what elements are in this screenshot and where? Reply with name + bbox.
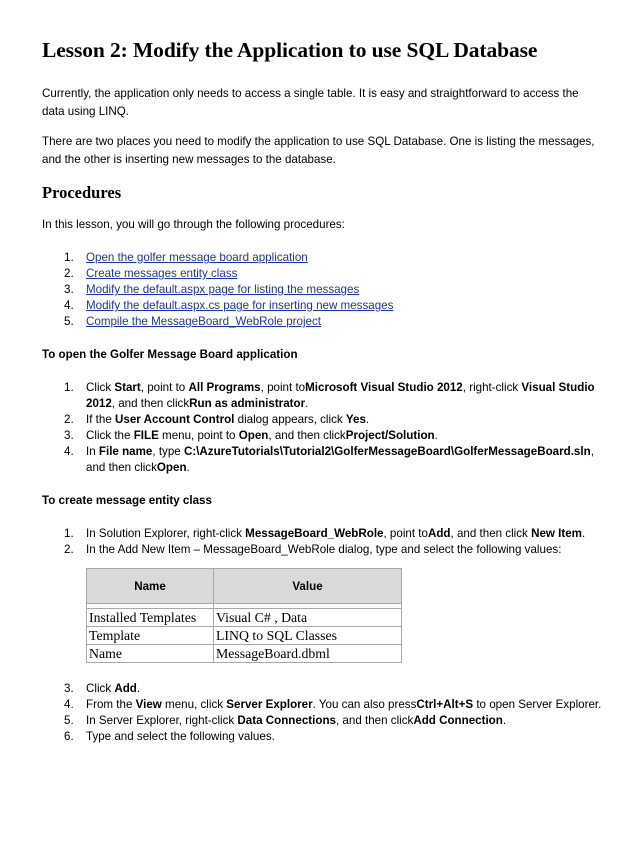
values-table xyxy=(86,568,402,663)
list-item: 5. Compile the MessageBoard_WebRole project xyxy=(64,315,322,328)
open-application-steps xyxy=(42,380,602,476)
table-row xyxy=(87,627,402,645)
table-cell-value: Visual C# , Data xyxy=(214,609,402,627)
table-cell-value: MessageBoard.dbml xyxy=(214,645,402,663)
procedures-heading: Procedures xyxy=(42,183,122,202)
table-row xyxy=(87,645,402,663)
intro-paragraph-1: Currently, the application only needs to access a single table. It is easy and straightforward to access the data using LINQ. xyxy=(42,87,579,118)
entity-class-heading: To create message entity class xyxy=(42,494,212,507)
intro-paragraph-2: There are two places you need to modify the application to use SQL Database. One is listing the messages, and the other is inserting new messages to the database. xyxy=(42,135,595,166)
column-header-value: Value xyxy=(214,569,402,604)
step-item: 1. Click Start, point to All Programs, point toMicrosoft Visual Studio 2012, right-click Visual Studio 2012, and then clickRun as administrator. xyxy=(64,381,595,410)
link-modify-default-aspx[interactable]: Modify the default.aspx page for listing the messages xyxy=(86,283,360,296)
step-item: 4. From the View menu, click Server Explorer. You can also pressCtrl+Alt+S to open Server Explorer. xyxy=(64,698,602,711)
procedure-links-list xyxy=(42,250,602,330)
link-open-application[interactable]: Open the golfer message board application xyxy=(86,251,308,264)
step-item: 3. Click the FILE menu, point to Open, and then clickProject/Solution. xyxy=(64,429,438,442)
column-header-name: Name xyxy=(87,569,214,604)
list-item: 3. Modify the default.aspx page for listing the messages xyxy=(64,283,360,296)
link-compile-project[interactable]: Compile the MessageBoard_WebRole project xyxy=(86,315,322,328)
step-item: 5. In Server Explorer, right-click Data Connections, and then clickAdd Connection. xyxy=(64,714,507,727)
link-modify-default-aspx-cs[interactable]: Modify the default.aspx.cs page for inserting new messages xyxy=(86,299,394,312)
table-cell-name: Installed Templates xyxy=(87,609,214,627)
step-item: 6. Type and select the following values. xyxy=(64,730,275,743)
link-create-entity-class[interactable]: Create messages entity class xyxy=(86,267,238,280)
step-item: 2. In the Add New Item – MessageBoard_WebRole dialog, type and select the following values: xyxy=(64,543,562,556)
step-item: 3. Click Add. xyxy=(64,682,141,695)
step-item: 1. In Solution Explorer, right-click MessageBoard_WebRole, point toAdd, and then click New Item. xyxy=(64,527,586,540)
step-item: 4. In File name, type C:\AzureTutorials\Tutorial2\GolferMessageBoard\GolferMessageBoard.sln, and then clickOpen. xyxy=(64,445,594,474)
table-cell-value: LINQ to SQL Classes xyxy=(214,627,402,645)
lesson-title: Lesson 2: Modify the Application to use SQL Database xyxy=(42,38,538,62)
list-item: 2. Create messages entity class xyxy=(64,267,238,280)
document-page xyxy=(42,38,602,755)
entity-class-steps-before xyxy=(42,526,602,558)
procedures-intro: In this lesson, you will go through the following procedures: xyxy=(42,218,345,231)
list-item: 4. Modify the default.aspx.cs page for inserting new messages xyxy=(64,299,394,312)
table-cell-name: Template xyxy=(87,627,214,645)
list-item: 1. Open the golfer message board application xyxy=(64,251,308,264)
table-row xyxy=(87,609,402,627)
table-header-row xyxy=(87,569,402,604)
step-item: 2. If the User Account Control dialog appears, click Yes. xyxy=(64,413,370,426)
open-application-heading: To open the Golfer Message Board application xyxy=(42,348,298,361)
entity-class-steps-after xyxy=(42,681,602,745)
table-cell-name: Name xyxy=(87,645,214,663)
